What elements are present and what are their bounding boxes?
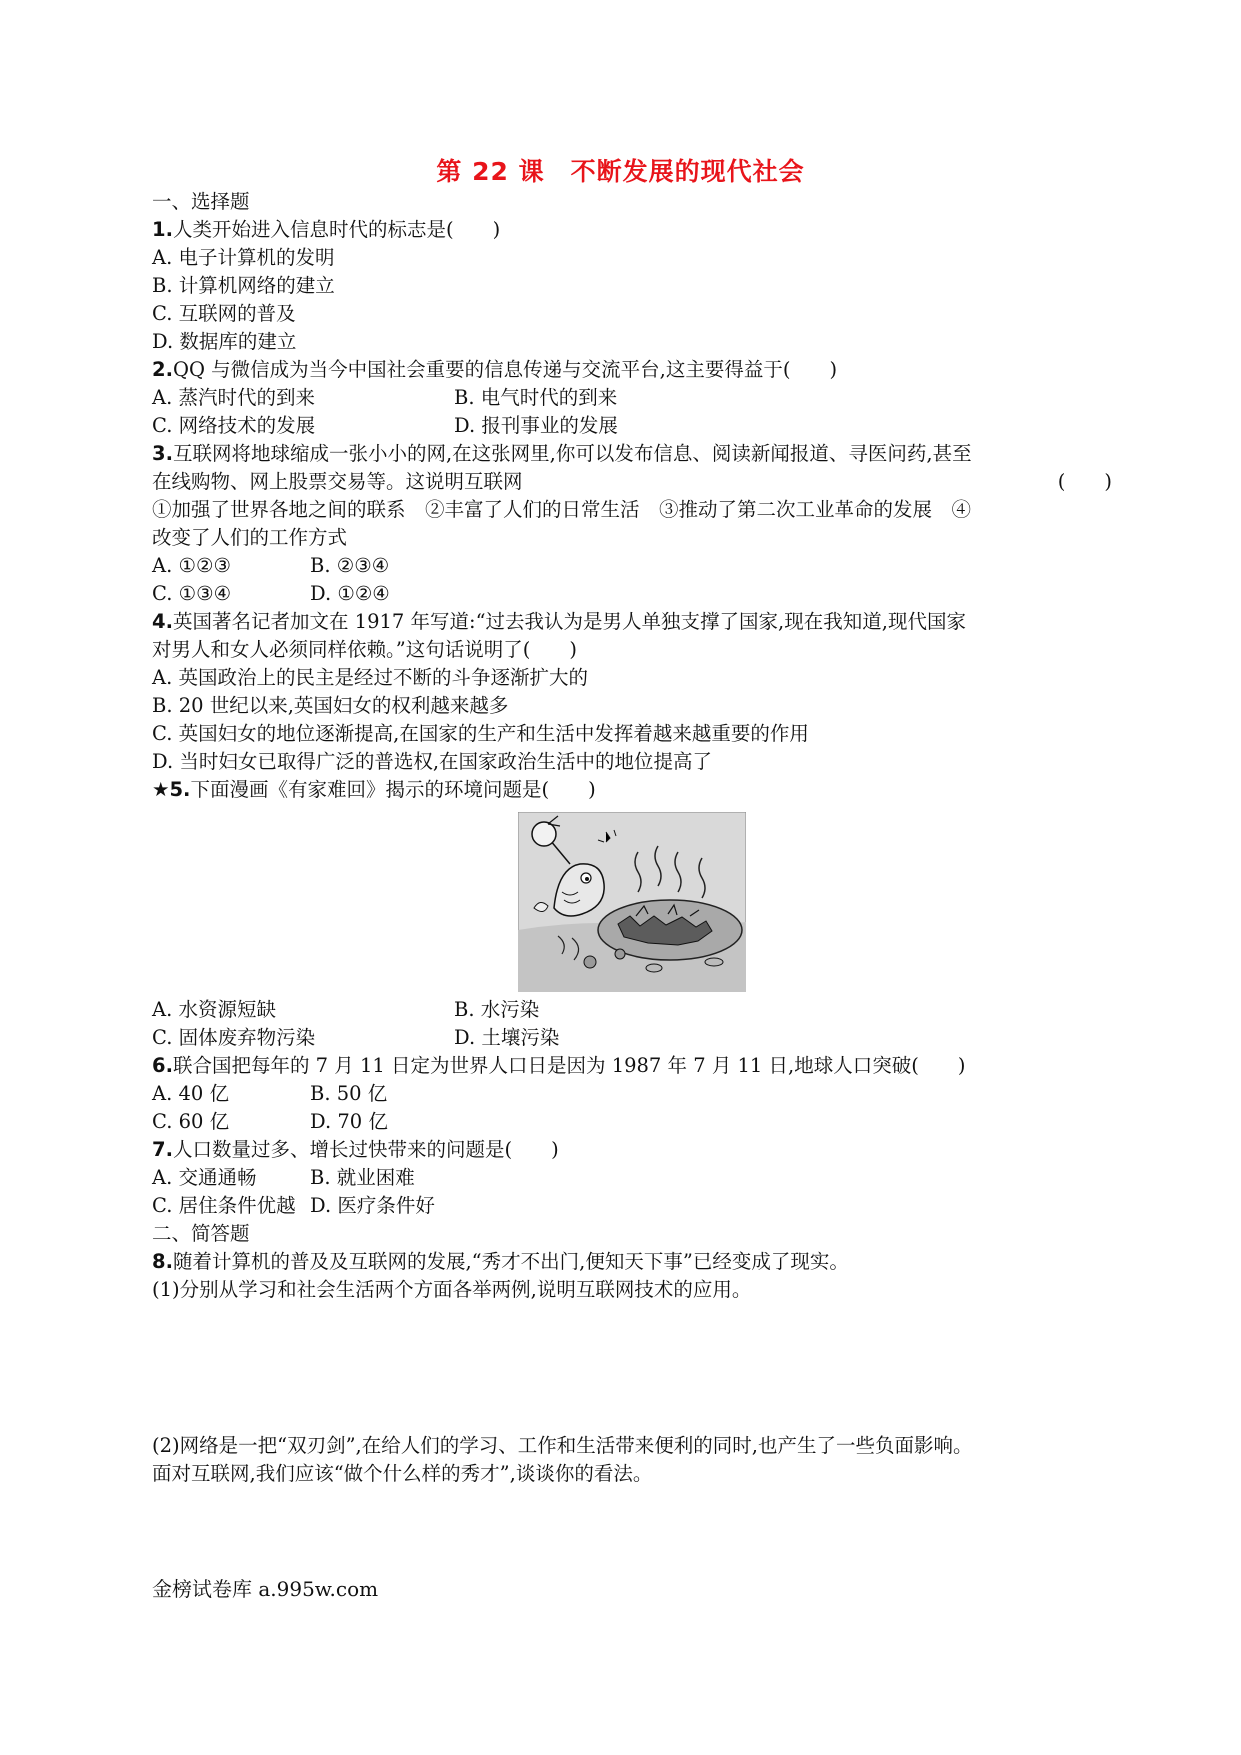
question-stem: QQ 与微信成为当今中国社会重要的信息传递与交流平台,这主要得益于( ) bbox=[172, 358, 838, 381]
page-title: 第 22 课 不断发展的现代社会 bbox=[436, 157, 805, 186]
question-stem: 下面漫画《有家难回》揭示的环境问题是( ) bbox=[190, 778, 596, 801]
question-stem: 在线购物、网上股票交易等。这说明互联网 bbox=[152, 470, 523, 493]
option-a: A. 交通通畅 bbox=[152, 1166, 257, 1189]
question-number: 3. bbox=[152, 442, 173, 465]
options-row bbox=[152, 1164, 1112, 1192]
options-row bbox=[152, 552, 1112, 580]
question-stem: 随着计算机的普及及互联网的发展,“秀才不出门,便知天下事”已经变成了现实。 bbox=[172, 1250, 849, 1273]
option-a: A. ①②③ bbox=[152, 554, 231, 577]
options-row bbox=[152, 1108, 1112, 1136]
answer-bracket: ( ) bbox=[1057, 470, 1112, 493]
option-a: A. 电子计算机的发明 bbox=[152, 246, 335, 269]
option-d: D. 70 亿 bbox=[310, 1110, 388, 1133]
answer-space bbox=[152, 1304, 1112, 1432]
question-number: 7. bbox=[152, 1138, 173, 1161]
option-d: D. 当时妇女已取得广泛的普选权,在国家政治生活中的地位提高了 bbox=[152, 750, 713, 773]
question-6 bbox=[152, 1052, 1112, 1080]
question-number: 8. bbox=[152, 1250, 173, 1273]
option-c: C. 居住条件优越 bbox=[152, 1194, 296, 1217]
section-heading-short-answer: 二、简答题 bbox=[152, 1222, 250, 1245]
statement-items: ①加强了世界各地之间的联系 ②丰富了人们的日常生活 ③推动了第二次工业革命的发展 ④ bbox=[152, 498, 972, 521]
option-b: B. 50 亿 bbox=[310, 1082, 388, 1105]
sub-question-1: (1)分别从学习和社会生活两个方面各举两例,说明互联网技术的应用。 bbox=[152, 1278, 752, 1301]
footer-source: 金榜试卷库 a.995w.com bbox=[152, 1577, 379, 1601]
statement-items: 改变了人们的工作方式 bbox=[152, 526, 348, 549]
options-row bbox=[152, 1080, 1112, 1108]
question-number: 6. bbox=[152, 1054, 173, 1077]
option-b: B. 电气时代的到来 bbox=[454, 386, 618, 409]
option-b: B. 水污染 bbox=[454, 998, 540, 1021]
question-1 bbox=[152, 216, 1112, 244]
option-c: C. 60 亿 bbox=[152, 1110, 230, 1133]
options-row bbox=[152, 1024, 1112, 1052]
question-number: 2. bbox=[152, 358, 173, 381]
options-row bbox=[152, 1192, 1112, 1220]
option-c: C. 互联网的普及 bbox=[152, 302, 296, 325]
question-stem: 人口数量过多、增长过快带来的问题是( ) bbox=[172, 1138, 559, 1161]
question-stem-continued: 对男人和女人必须同样依赖。”这句话说明了( ) bbox=[152, 638, 577, 661]
option-d: D. 报刊事业的发展 bbox=[454, 414, 618, 437]
sub-question-2-continued: 面对互联网,我们应该“做个什么样的秀才”,谈谈你的看法。 bbox=[152, 1462, 653, 1485]
question-number: 1. bbox=[152, 218, 173, 241]
question-number: ★5. bbox=[152, 778, 191, 801]
options-row bbox=[152, 384, 1112, 412]
question-7 bbox=[152, 1136, 1112, 1164]
question-stem: 联合国把每年的 7 月 11 日定为世界人口日是因为 1987 年 7 月 11 日,地球人口突破( ) bbox=[172, 1054, 966, 1077]
question-stem: 互联网将地球缩成一张小小的网,在这张网里,你可以发布信息、阅读新闻报道、寻医问药,甚至 bbox=[172, 442, 972, 465]
option-d: D. 数据库的建立 bbox=[152, 330, 297, 353]
cartoon-image bbox=[518, 812, 746, 992]
question-stem-continued bbox=[152, 468, 1112, 496]
question-stem: 英国著名记者加文在 1917 年写道:“过去我认为是男人单独支撑了国家,现在我知道,现代国家 bbox=[172, 610, 966, 633]
option-c: C. 英国妇女的地位逐渐提高,在国家的生产和生活中发挥着越来越重要的作用 bbox=[152, 722, 809, 745]
option-a: A. 40 亿 bbox=[152, 1082, 229, 1105]
question-4 bbox=[152, 608, 1112, 636]
options-row bbox=[152, 996, 1112, 1024]
question-5 bbox=[152, 776, 1112, 804]
option-a: A. 水资源短缺 bbox=[152, 998, 276, 1021]
option-a: A. 英国政治上的民主是经过不断的斗争逐渐扩大的 bbox=[152, 666, 588, 689]
options-row bbox=[152, 412, 1112, 440]
question-2 bbox=[152, 356, 1112, 384]
question-3 bbox=[152, 440, 1112, 468]
option-c: C. ①③④ bbox=[152, 582, 232, 605]
question-number: 4. bbox=[152, 610, 173, 633]
sub-question-2: (2)网络是一把“双刃剑”,在给人们的学习、工作和生活带来便利的同时,也产生了一些负面影响。 bbox=[152, 1434, 973, 1457]
option-a: A. 蒸汽时代的到来 bbox=[152, 386, 315, 409]
option-b: B. 20 世纪以来,英国妇女的权利越来越多 bbox=[152, 694, 509, 717]
options-row bbox=[152, 580, 1112, 608]
option-b: B. 就业困难 bbox=[310, 1166, 415, 1189]
question-stem: 人类开始进入信息时代的标志是( ) bbox=[172, 218, 501, 241]
cartoon-figure bbox=[152, 812, 1112, 992]
option-d: D. 土壤污染 bbox=[454, 1026, 560, 1049]
option-b: B. 计算机网络的建立 bbox=[152, 274, 335, 297]
worksheet-content bbox=[152, 188, 1112, 1488]
option-d: D. ①②④ bbox=[310, 582, 390, 605]
section-heading-choice: 一、选择题 bbox=[152, 190, 250, 213]
option-d: D. 医疗条件好 bbox=[310, 1194, 435, 1217]
option-c: C. 固体废弃物污染 bbox=[152, 1026, 316, 1049]
option-c: C. 网络技术的发展 bbox=[152, 414, 316, 437]
question-8 bbox=[152, 1248, 1112, 1276]
option-b: B. ②③④ bbox=[310, 554, 390, 577]
